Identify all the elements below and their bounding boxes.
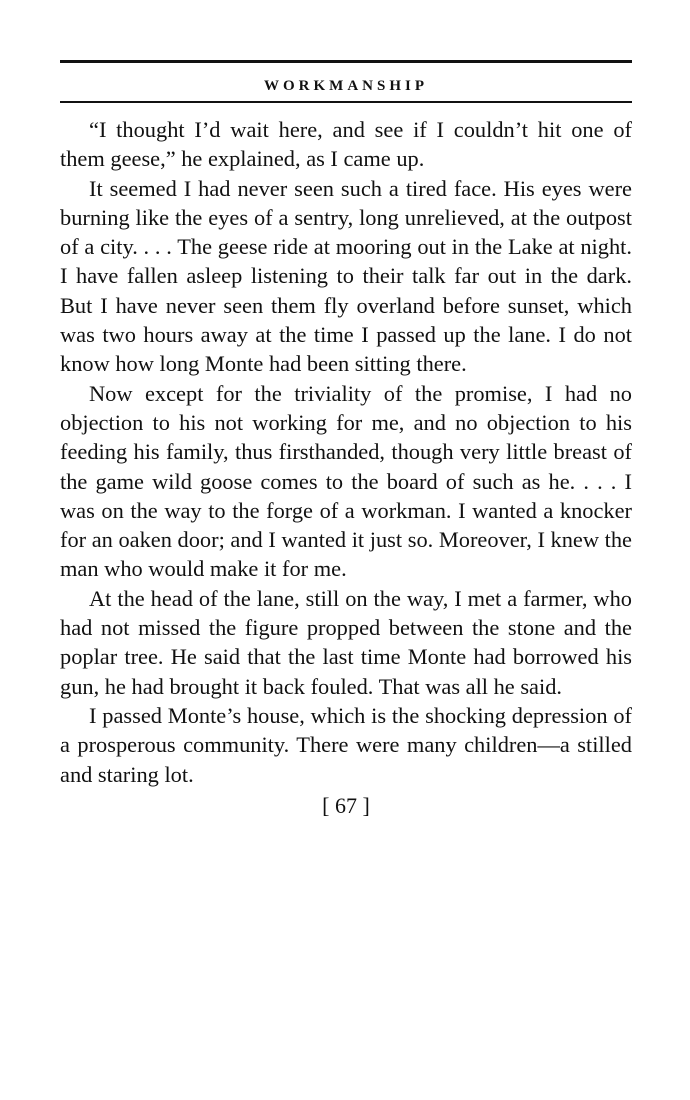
paragraph: At the head of the lane, still on the way, I met a farmer, who had not missed the figure propped between the stone and the poplar tree. He said that the last time Monte had borrowed his gun, he had brought it back fouled. That was all he said. bbox=[60, 585, 632, 699]
body-text bbox=[60, 115, 632, 789]
running-head: WORKMANSHIP bbox=[264, 78, 428, 94]
paragraph: “I thought I’d wait here, and see if I couldn’t hit one of them geese,” he explained, as I came up. bbox=[60, 117, 632, 172]
paragraph: Now except for the triviality of the promise, I had no objection to his not working for me, and no objection to his feeding his family, thus firsthanded, though very little breast of the game wild goose comes to the board of such as he. . . . I was on the way to the forge of a workman. I wanted a knocker for an oaken door; and I wanted it just so. Moreover, I knew the man who would make it for me. bbox=[60, 380, 632, 582]
book-page bbox=[60, 60, 632, 819]
paragraph: I passed Monte’s house, which is the shocking depression of a prosperous community. There were many children—a stilled and staring lot. bbox=[60, 702, 632, 787]
header-rule-bottom bbox=[60, 101, 632, 103]
paragraph: It seemed I had never seen such a tired face. His eyes were burning like the eyes of a sentry, long unrelieved, at the outpost of a city. . . . The geese ride at mooring out in the Lake at night. I have fallen asleep listening to their talk far out in the dark. But I have never seen them fly overland before sunset, which was two hours away at the time I passed up the lane. I do not know how long Monte had been sitting there. bbox=[60, 175, 632, 377]
page-number: [ 67 ] bbox=[322, 792, 370, 818]
